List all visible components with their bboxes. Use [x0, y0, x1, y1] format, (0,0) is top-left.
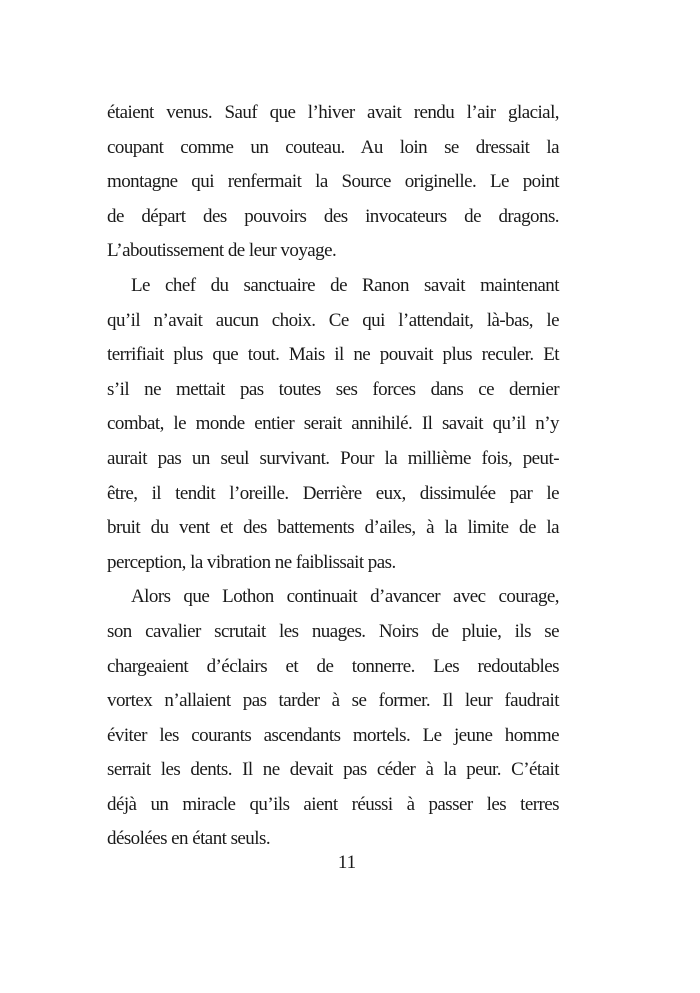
paragraph: [107, 580, 559, 857]
text-line: éviter les courants ascendants mortels. Le jeune homme: [107, 724, 559, 746]
text-line: Le chef du sanctuaire de Ranon savait maintenant: [131, 274, 559, 296]
text-line: qu’il n’avait aucun choix. Ce qui l’attendait, là-bas, le: [107, 309, 559, 331]
text-line: combat, le monde entier serait annihilé. Il savait qu’il n’y: [107, 413, 559, 435]
text-line: être, il tendit l’oreille. Derrière eux, dissimulée par le: [107, 482, 559, 504]
text-line: son cavalier scrutait les nuages. Noirs de pluie, ils se: [107, 620, 559, 642]
text-line: Alors que Lothon continuait d’avancer avec courage,: [131, 586, 559, 608]
text-line: aurait pas un seul survivant. Pour la millième fois, peut-: [107, 447, 559, 469]
text-line: L’aboutissement de leur voyage.: [107, 240, 337, 262]
text-line: serrait les dents. Il ne devait pas céder à la peur. C’était: [107, 759, 559, 781]
text-line: montagne qui renfermait la Source originelle. Le point: [107, 171, 559, 193]
text-line: désolées en étant seuls.: [107, 828, 271, 850]
text-line: chargeaient d’éclairs et de tonnerre. Les redoutables: [107, 655, 559, 677]
text-line: étaient venus. Sauf que l’hiver avait rendu l’air glacial,: [107, 102, 559, 123]
text-line: de départ des pouvoirs des invocateurs de dragons.: [107, 205, 559, 227]
page-number: [0, 848, 700, 878]
text-line: coupant comme un couteau. Au loin se dressait la: [107, 136, 559, 158]
paragraph: [107, 269, 559, 580]
paragraph: [107, 96, 559, 269]
text-line: déjà un miracle qu’ils aient réussi à passer les terres: [107, 793, 559, 815]
text-line: vortex n’allaient pas tarder à se former. Il leur faudrait: [107, 690, 559, 712]
text-line: perception, la vibration ne faiblissait pas.: [107, 551, 396, 573]
text-line: s’il ne mettait pas toutes ses forces dans ce dernier: [107, 378, 559, 400]
text-line: terrifiait plus que tout. Mais il ne pouvait plus reculer. Et: [107, 344, 559, 366]
text-line: bruit du vent et des battements d’ailes, à la limite de la: [107, 517, 559, 539]
page-number-text: 11: [337, 852, 357, 873]
body-text: [107, 96, 559, 857]
